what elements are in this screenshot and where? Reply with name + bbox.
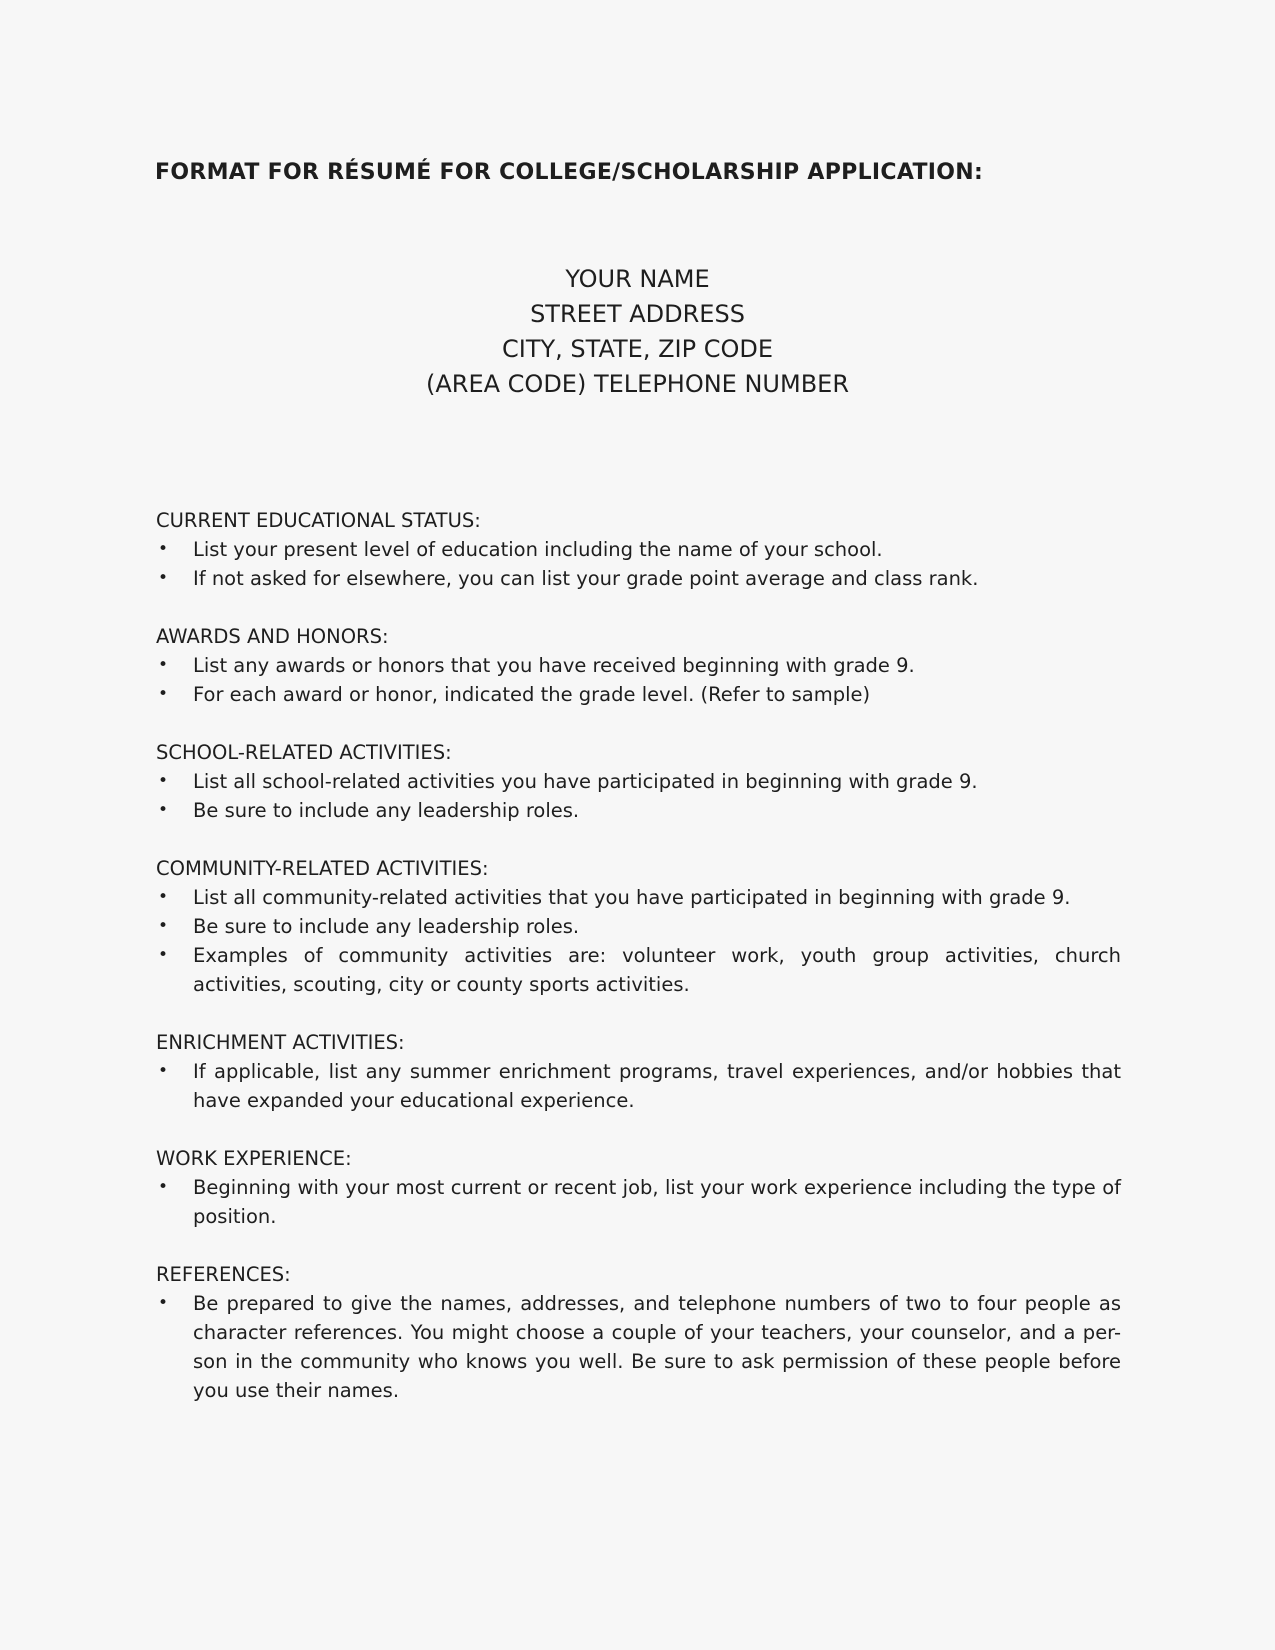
list-item-text: If applicable, list any summer enrichment programs, travel experiences, and/or hobbies that have expanded your educational experience. (193, 1060, 1121, 1112)
bullet-icon: • (158, 1177, 169, 1197)
section-heading: ENRICHMENT ACTIVITIES: (156, 1031, 405, 1054)
section-heading: CURRENT EDUCATIONAL STATUS: (156, 509, 481, 532)
bullet-icon: • (158, 771, 169, 791)
bullet-icon: • (158, 945, 169, 965)
list-item-text: List all school-related activities you have participated in beginning with grade 9. (193, 770, 978, 793)
header-city-state-zip: CITY, STATE, ZIP CODE (502, 335, 773, 363)
section-community-related-activities (156, 854, 1121, 999)
bullet-icon: • (158, 916, 169, 936)
list-item (156, 796, 1121, 825)
section-work-experience (156, 1144, 1121, 1231)
list-item (156, 767, 1121, 796)
header-street-address: STREET ADDRESS (530, 300, 745, 328)
contact-header (0, 262, 1275, 402)
list-item-text: Beginning with your most current or recent job, list your work experience including the type of position. (193, 1176, 1121, 1228)
list-item (156, 1173, 1121, 1231)
header-your-name: YOUR NAME (565, 265, 710, 293)
section-references (156, 1260, 1121, 1405)
bullet-list (156, 1289, 1121, 1405)
list-item (156, 535, 1121, 564)
list-item (156, 912, 1121, 941)
section-heading: COMMUNITY-RELATED ACTIVITIES: (156, 857, 489, 880)
header-telephone: (AREA CODE) TELEPHONE NUMBER (426, 370, 849, 398)
bullet-icon: • (158, 800, 169, 820)
list-item-text: List all community-related activities that you have participated in beginning with grade 9. (193, 886, 1071, 909)
list-item-text: For each award or honor, indicated the grade level. (Refer to sample) (193, 683, 871, 706)
bullet-list (156, 535, 1121, 593)
resume-sections (156, 506, 1121, 1434)
list-item (156, 680, 1121, 709)
section-heading: AWARDS AND HONORS: (156, 625, 389, 648)
bullet-list (156, 1057, 1121, 1115)
list-item-text: Be sure to include any leadership roles. (193, 915, 580, 938)
bullet-icon: • (158, 1061, 169, 1081)
list-item-text: List any awards or honors that you have received beginning with grade 9. (193, 654, 915, 677)
section-enrichment-activities (156, 1028, 1121, 1115)
bullet-icon: • (158, 887, 169, 907)
section-current-educational-status (156, 506, 1121, 593)
list-item (156, 651, 1121, 680)
section-school-related-activities (156, 738, 1121, 825)
bullet-list (156, 1173, 1121, 1231)
bullet-icon: • (158, 539, 169, 559)
list-item-text: If not asked for elsewhere, you can list your grade point average and class rank. (193, 567, 979, 590)
bullet-list (156, 767, 1121, 825)
document-title: FORMAT FOR RÉSUMÉ FOR COLLEGE/SCHOLARSHIP APPLICATION: (155, 160, 984, 185)
list-item (156, 941, 1121, 999)
list-item-text: List your present level of education including the name of your school. (193, 538, 883, 561)
list-item-text: Be prepared to give the names, addresses, and telephone numbers of two to four people as character references. You might choose a couple of your teachers, your counselor, and a per-son in the community who knows you well. Be sure to ask permission of these people before you use their names. (193, 1292, 1121, 1402)
list-item (156, 564, 1121, 593)
bullet-icon: • (158, 568, 169, 588)
bullet-list (156, 883, 1121, 999)
list-item-text: Be sure to include any leadership roles. (193, 799, 580, 822)
list-item (156, 1057, 1121, 1115)
section-awards-and-honors (156, 622, 1121, 709)
list-item-text: Examples of community activities are: volunteer work, youth group activities, church activities, scouting, city or county sports activities. (193, 944, 1121, 996)
list-item (156, 883, 1121, 912)
bullet-icon: • (158, 1293, 169, 1313)
section-heading: WORK EXPERIENCE: (156, 1147, 352, 1170)
section-heading: REFERENCES: (156, 1263, 291, 1286)
list-item (156, 1289, 1121, 1405)
bullet-icon: • (158, 684, 169, 704)
bullet-icon: • (158, 655, 169, 675)
bullet-list (156, 651, 1121, 709)
section-heading: SCHOOL-RELATED ACTIVITIES: (156, 741, 452, 764)
